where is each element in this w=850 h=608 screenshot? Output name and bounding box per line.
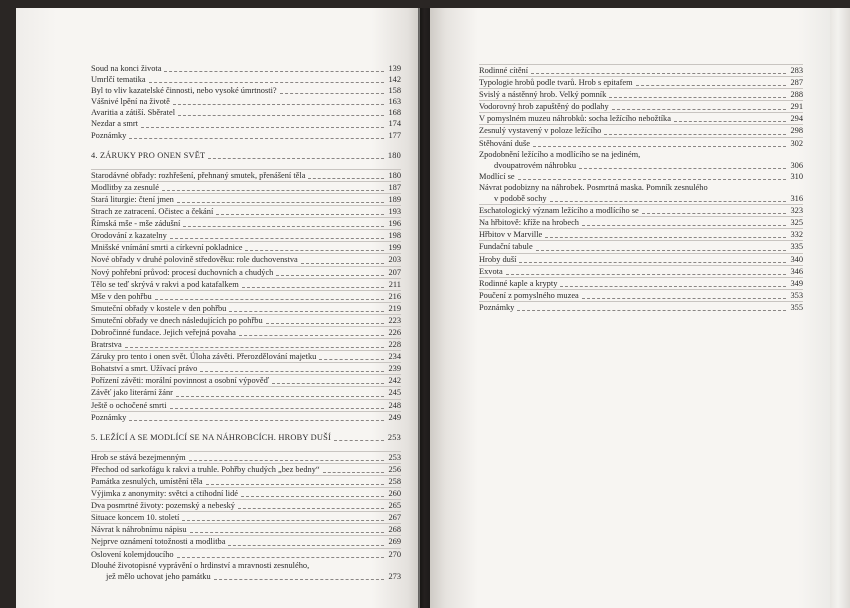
toc-entry-title: Nezdar a smrt [91,119,138,129]
toc-entry [91,63,401,74]
dotted-leader [636,85,786,86]
toc-entry-title: Orodování z kazatelny [91,231,167,241]
right-page [430,8,830,608]
dotted-leader [170,408,384,409]
dotted-leader [533,146,786,147]
toc-entry-page: 228 [388,340,401,350]
toc-entry-title: Avaritia a zátiší. Sběratel [91,108,176,118]
toc-entry-title: Římská mše - mše zádušní [91,219,181,229]
dotted-leader [177,557,384,558]
toc-entry-page: 258 [388,477,401,486]
toc-entry-page: 198 [388,231,401,241]
toc-entry-page: 269 [388,537,401,547]
chapter-heading-5: 5. LEŽÍCÍ A SE MODLÍCÍ SE NA NÁHROBCÍCH. HROBY DUŠÍ 253 [91,432,401,442]
dotted-leader [301,263,384,264]
toc-entry [91,290,401,302]
toc-entry-page: 245 [388,388,401,398]
dotted-leader [245,250,384,251]
toc-entry-page: 226 [388,327,401,337]
toc-entry-multiline: Dlouhé životopisné vyprávění o hrdinství a mravnosti zesnulého, jež mělo uchovat jeho památku 273 [91,560,401,581]
dotted-leader [604,134,786,135]
toc-entry [91,411,401,423]
dotted-leader [178,115,384,116]
left-toc [91,63,401,582]
dotted-leader [228,545,384,546]
toc-entry-page: 158 [388,86,401,96]
toc-entry [91,205,401,217]
toc-entry [91,548,401,560]
dotted-leader [519,262,786,263]
toc-entry-page: 349 [790,278,803,288]
toc-entry-title: Mnišské vnímání smrti a církevní pokladnice [91,243,243,253]
dotted-leader [125,347,384,348]
toc-entry-title: Stará liturgie: čtení jmen [91,194,174,204]
dotted-leader [149,82,384,83]
toc-entry-page: 193 [388,207,401,217]
dotted-leader [506,274,786,275]
toc-entry-page: 249 [388,412,401,422]
toc-entry [91,451,401,463]
toc-entry [479,137,803,149]
toc-entry-page: 196 [388,219,401,229]
dotted-leader [582,225,786,226]
toc-entry [91,169,401,181]
dotted-leader [536,250,786,251]
toc-entry-page: 325 [790,218,803,228]
toc-entry-page: 177 [388,130,401,140]
toc-entry [91,350,401,362]
toc-entry [479,124,803,136]
toc-entry-page: 283 [790,66,803,75]
dotted-leader [129,420,384,421]
toc-entry-title: Pořízení závěti: morální povinnost a osobní výpověď [91,376,270,386]
toc-entry-title: Soud na konci života [91,64,162,73]
page-edge [830,8,850,608]
dotted-leader [280,93,384,94]
toc-entry-title: Bohatství a smrt. Užívací právo [91,364,198,374]
toc-entry-title: Umrlčí tematika [91,75,146,85]
toc-entry-title: Ještě o ochočené smrti [91,400,167,410]
dotted-leader [206,484,384,485]
toc-entry-page: 294 [790,114,803,124]
toc-entry [91,278,401,290]
toc-entry-title: Závěť jako literární žánr [91,388,173,398]
toc-entry-page: 355 [790,302,803,312]
toc-entry [479,228,803,240]
toc-entry [91,74,401,85]
toc-entry [91,523,401,535]
toc-entry [479,76,803,88]
toc-entry-title: Smuteční obřady v kostele v den pohřbu [91,303,227,313]
toc-entry-title: Dobročinné fundace. Jejich veřejná povaha [91,327,236,337]
toc-entry-title: Na hřbitově: kříže na hrobech [479,218,579,228]
dotted-leader [239,335,384,336]
dotted-leader [272,383,384,384]
dotted-leader [189,460,384,461]
toc-entry-page: 199 [388,243,401,253]
toc-entry-page: 174 [388,119,401,129]
toc-entry-title: Mše v den pohřbu [91,291,152,301]
toc-entry-title: Rodinné kaple a krypty [479,278,558,288]
toc-entry [479,301,803,313]
dotted-leader [173,104,384,105]
toc-entry [91,181,401,193]
toc-entry-multiline: Návrat podobizny na náhrobek. Posmrtná maska. Pomník zesnulého v podobě sochy 316 [479,182,803,204]
toc-entry-page: 260 [388,489,401,499]
toc-entry [479,204,803,216]
toc-entry-page: 323 [790,206,803,216]
dotted-leader [238,508,384,509]
toc-entry-title: Hroby duší [479,254,517,264]
toc-entry-title: Zesnulý vystavený v poloze ležícího [479,126,602,136]
dotted-leader [183,226,384,227]
toc-entry-page: 267 [388,513,401,523]
toc-entry [91,463,401,475]
toc-entry [91,338,401,350]
toc-entry-title: Vodorovný hrob zapuštěný do podlahy [479,102,609,112]
dotted-leader [190,532,384,533]
dotted-leader [517,310,786,311]
dotted-leader [609,97,786,98]
toc-entry-title: Poznámky [91,412,127,422]
toc-entry-title: Oslovení kolemjdoucího [91,549,174,559]
dotted-leader [177,202,384,203]
dotted-leader [182,520,384,521]
dotted-leader [200,371,384,372]
toc-entry [479,253,803,265]
toc-entry-page: 216 [388,291,401,301]
toc-entry-page: 223 [388,315,401,325]
left-page [16,8,420,608]
toc-entry-page: 189 [388,194,401,204]
toc-entry [91,130,401,141]
toc-entry-page: 256 [388,464,401,474]
toc-entry [479,240,803,252]
toc-entry-title: Byl to vliv kazatelské činnosti, nebo vysoké úmrtnosti? [91,86,277,96]
toc-entry [91,399,401,411]
toc-entry-page: 219 [388,303,401,313]
toc-entry-page: 163 [388,97,401,107]
dotted-leader [242,287,384,288]
toc-entry-title: Poznámky [91,130,127,140]
toc-entry-page: 265 [388,501,401,511]
toc-entry-title: Starodávné obřady: rozhřešení, přehnaný smutek, přenášení těla [91,170,306,180]
dotted-leader [162,190,384,191]
toc-entry-page: 298 [790,126,803,136]
toc-entry: Modlící se 310 [479,171,803,181]
toc-entry-title: Strach ze zatracení. Očistec a čekání [91,207,214,217]
toc-entry [91,374,401,386]
toc-entry-title: Dva posmrtné životy: pozemský a nebeský [91,501,235,511]
toc-entry [479,112,803,124]
toc-entry-title: Fundační tabule [479,242,533,252]
toc-entry [91,107,401,118]
toc-entry-title: Nový pohřební průvod: procesí duchovních a chudých [91,267,274,277]
toc-entry [91,314,401,326]
dotted-leader [612,109,786,110]
toc-entry [479,100,803,112]
toc-entry [91,499,401,511]
toc-entry-title: Návrat k náhrobnímu nápisu [91,525,187,535]
toc-entry [479,216,803,228]
toc-entry-title: Stěhování duše [479,138,530,148]
toc-entry-page: 287 [790,78,803,88]
toc-entry [479,88,803,100]
toc-entry [91,326,401,338]
toc-entry-page: 268 [388,525,401,535]
toc-entry-title: Rodinné cítění [479,66,529,75]
toc-entry [479,64,803,76]
toc-entry-page: 332 [790,230,803,240]
toc-entry [479,277,803,289]
toc-entry-title: V pomyslném muzeu náhrobků: socha ležícího nebožtíka [479,114,671,124]
toc-entry-title: Eschatologický význam ležícího a modlícího se [479,206,639,216]
toc-entry [91,193,401,205]
toc-entry-page: 340 [790,254,803,264]
toc-entry-page: 335 [790,242,803,252]
toc-entry-page: 139 [388,64,401,73]
toc-entry-title: Tělo se teď skrývá v rakvi a pod katafalkem [91,279,239,289]
toc-entry [91,85,401,96]
dotted-leader [229,311,384,312]
dotted-leader [642,213,786,214]
toc-entry-page: 180 [388,170,401,180]
toc-entry-page: 288 [790,90,803,100]
toc-entry-page: 302 [790,138,803,148]
dotted-leader [216,214,384,215]
toc-entry [91,266,401,278]
toc-entry-page: 211 [388,279,401,289]
toc-entry-page: 242 [388,376,401,386]
toc-entry-title: Vášnivé lpění na životě [91,97,170,107]
toc-entry-page: 187 [388,182,401,192]
dotted-leader [531,73,786,74]
toc-entry-title: Přechod od sarkofágu k rakvi a truhle. Pohřby chudých „bez bedny“ [91,464,320,474]
toc-entry [91,302,401,314]
toc-entry-page: 346 [790,266,803,276]
toc-entry [91,511,401,523]
dotted-leader [319,359,384,360]
toc-entry-page: 239 [388,364,401,374]
toc-entry-page: 142 [388,75,401,85]
toc-entry [479,289,803,301]
right-toc [479,64,803,313]
toc-entry-title: Poučení z pomyslného muzea [479,290,579,300]
dotted-leader [155,299,384,300]
dotted-leader [266,323,384,324]
toc-entry [91,487,401,499]
toc-entry-multiline: Zpodobnění ležícího a modlícího se na jediném, dvoupatrovém náhrobku 306 [479,149,803,170]
toc-entry-page: 253 [388,452,401,462]
toc-entry-page: 207 [388,267,401,277]
toc-entry-title: Záruky pro tento i onen svět. Úloha závěti. Přerozdělování majetku [91,352,317,362]
toc-entry-title: Modlitby za zesnulé [91,182,159,192]
toc-entry-title: Svislý a nástěnný hrob. Velký pomník [479,90,607,100]
chapter-heading-4: 4. ZÁRUKY PRO ONEN SVĚT 180 [91,150,401,160]
toc-entry-title: Hrob se stává bezejmenným [91,452,186,462]
toc-entry [91,253,401,265]
dotted-leader [674,121,786,122]
toc-entry-page: 248 [388,400,401,410]
dotted-leader [582,298,786,299]
toc-entry-title: Výjimka z anonymity: světci a ctihodní lidé [91,489,238,499]
toc-entry-title: Hřbitov v Marville [479,230,543,240]
toc-entry [91,118,401,129]
toc-entry-page: 168 [388,108,401,118]
toc-entry [91,241,401,253]
dotted-leader [560,286,786,287]
dotted-leader [164,71,384,72]
toc-entry [91,229,401,241]
toc-entry [91,535,401,547]
dotted-leader [176,396,384,397]
toc-entry [91,217,401,229]
toc-entry-title: Situace koncem 10. století [91,513,180,523]
dotted-leader [545,237,786,238]
toc-entry [91,475,401,487]
dotted-leader [308,178,384,179]
dotted-leader [276,275,384,276]
dotted-leader [170,238,384,239]
toc-entry-page: 291 [790,102,803,112]
toc-entry-title: Poznámky [479,302,515,312]
toc-entry-title: Typologie hrobů podle tvarů. Hrob s epitafem [479,78,633,88]
toc-entry [91,96,401,107]
toc-entry-title: Smuteční obřady ve dnech následujících po pohřbu [91,315,263,325]
toc-entry-title: Exvota [479,266,503,276]
toc-entry-page: 270 [388,549,401,559]
toc-entry-page: 203 [388,255,401,265]
toc-entry-title: Bratrstva [91,340,122,350]
dotted-leader [129,138,384,139]
toc-entry [91,362,401,374]
toc-entry-title: Památka zesnulých, umístění těla [91,477,203,486]
dotted-leader [241,496,384,497]
toc-entry-page: 353 [790,290,803,300]
toc-entry [479,265,803,277]
toc-entry-page: 234 [388,352,401,362]
toc-entry [91,386,401,398]
toc-entry-title: Nejprve oznámení totožnosti a modlitba [91,537,226,547]
toc-entry-title: Nové obřady v druhé polovině středověku: role duchovenstva [91,255,298,265]
dotted-leader [323,472,384,473]
dotted-leader [141,127,384,128]
